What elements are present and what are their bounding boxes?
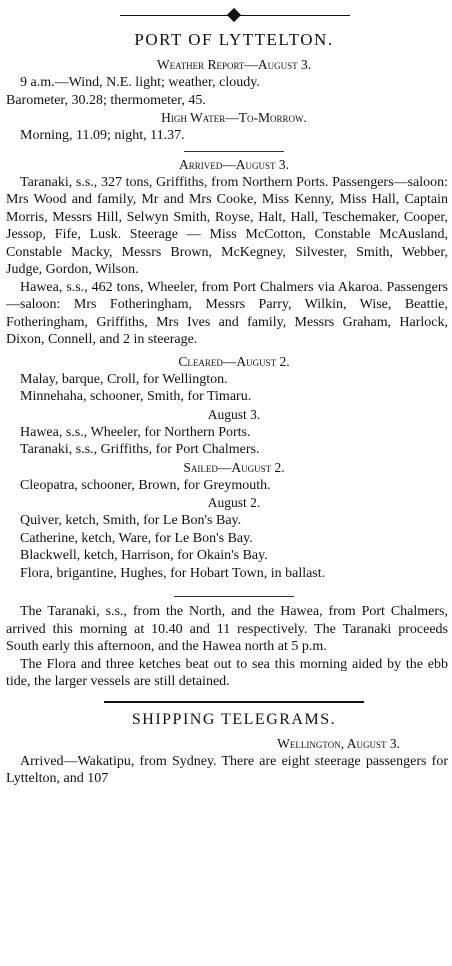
cleared-entry: Taranaki, s.s., Griffiths, for Port Chalmers. (20, 442, 260, 457)
sailed-entry: Cleopatra, schooner, Brown, for Greymouth. (20, 477, 271, 493)
shipping-note: The Taranaki, s.s., from the North, and the Hawea, from Port Chalmers, arrived this morning at 10.40 and 11 respectively. The Taranaki proceeds South early this afternoon, and the Hawea north at 5 p.m. (6, 604, 448, 654)
sailed-entry: Flora, brigantine, Hughes, for Hobart Town, in ballast. (20, 565, 326, 581)
sailed-entry: Quiver, ketch, Smith, for Le Bon's Bay. (20, 513, 242, 528)
arrived-entry: Taranaki, s.s., 327 tons, Griffiths, from Northern Ports. Passengers—saloon: Mrs Wood and family, Mr and Mrs Cooke, Miss Kenny, Miss Hall, Captain Morris, Messrs Hill, Selwyn Smith, Royse, Halt, Hall, Teschemaker, Cooper, Jessop, Fife, Lusk. Steerage — Miss McCotton, Constable McAusland, Constable Macky, Messrs Brown, McKegney, Silvester, Smith, Webber, Judge, Gordon, Wilson. (6, 174, 448, 277)
high-water-line: Morning, 11.09; night, 11.37. (20, 128, 185, 143)
weather-line-2: Barometer, 30.28; thermometer, 45. (6, 92, 206, 108)
high-water-heading: High Water—To-Morrow. (161, 110, 307, 125)
telegrams-dateline: Wellington, August 3. (277, 735, 400, 751)
cleared-entry: Malay, barque, Croll, for Wellington. (20, 371, 228, 387)
diamond-ornament-icon (227, 8, 241, 22)
sailed-entry: Blackwell, ketch, Harrison, for Okain's Bay. (20, 548, 268, 563)
sailed-heading: Sailed—August 2. (183, 459, 285, 475)
weather-heading: Weather Report—August 3. (156, 57, 312, 72)
cleared-heading: Cleared—August 2. (178, 353, 290, 369)
weather-line-1: 9 a.m.—Wind, N.E. light; weather, cloudy. (20, 75, 260, 90)
cleared-entry: Hawea, s.s., Wheeler, for Northern Ports. (20, 424, 251, 440)
arrived-heading: Arrived—August 3. (179, 156, 289, 172)
top-ornament-rule (120, 8, 350, 22)
section-divider (174, 596, 294, 597)
section-divider (184, 151, 284, 152)
telegrams-heading: SHIPPING TELEGRAMS. (131, 710, 337, 728)
telegrams-text: Arrived—Wakatipu, from Sydney. There are eight steerage passengers for Lyttelton, and 107 (6, 753, 448, 786)
masthead-title: PORT OF LYTTELTON. (134, 30, 334, 49)
arrived-entry: Hawea, s.s., 462 tons, Wheeler, from Port Chalmers via Akaroa. Passengers—saloon: Mrs Fotheringham, Messrs Parry, Wilkin, Wise, Beattie, Fotheringham, Griffiths, Mrs Ives and family, Messrs Graham, Harlock, Dixon, Connell, and 2 in steerage. (6, 279, 448, 347)
section-divider-heavy (104, 701, 364, 703)
cleared-subheading: August 3. (207, 406, 261, 422)
cleared-entry: Minnehaha, schooner, Smith, for Timaru. (20, 389, 252, 404)
sailed-subheading: August 2. (207, 495, 261, 510)
sailed-entry: Catherine, ketch, Ware, for Le Bon's Bay. (20, 530, 253, 546)
shipping-note: The Flora and three ketches beat out to sea this morning aided by the ebb tide, the larger vessels are still detained. (6, 656, 448, 689)
